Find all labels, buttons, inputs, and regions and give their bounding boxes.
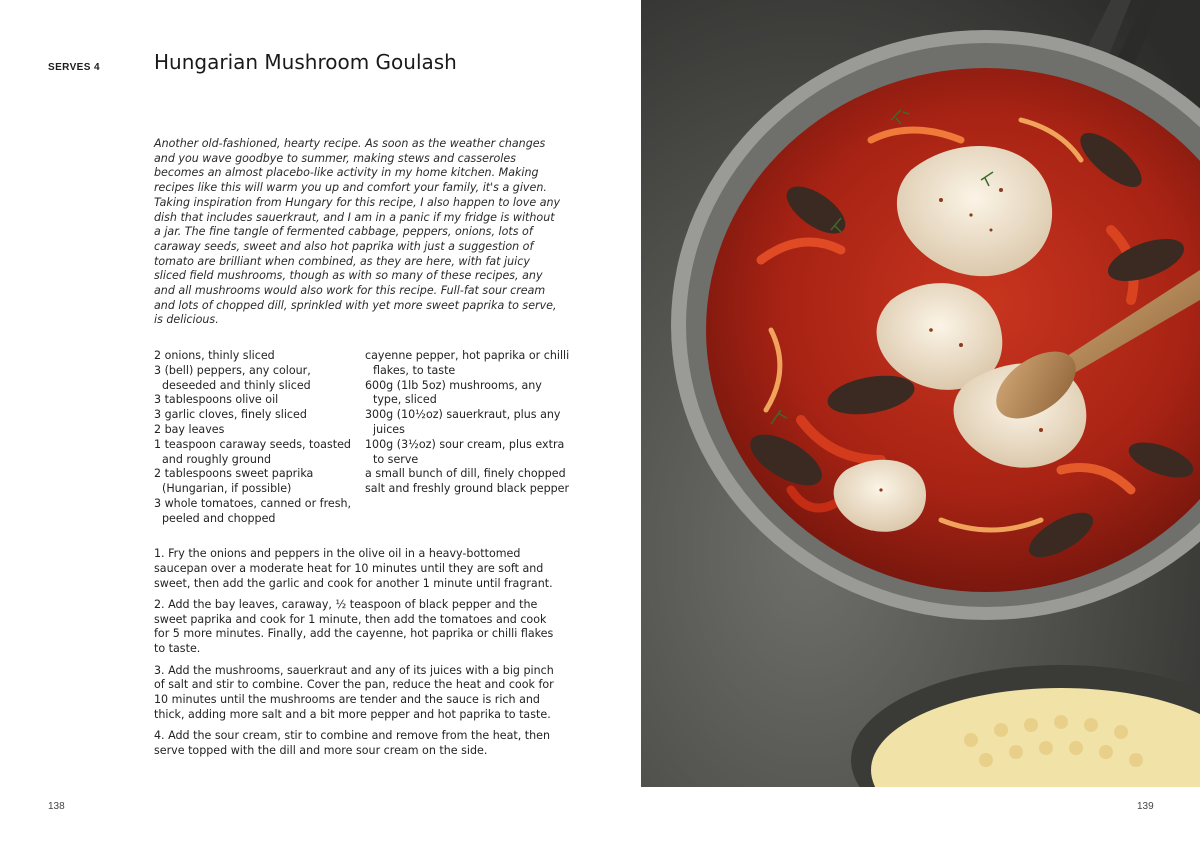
ingredient-item: 2 bay leaves bbox=[154, 422, 225, 436]
serves-label: SERVES 4 bbox=[48, 62, 100, 73]
ingredient-item: 2 tablespoons sweet paprika (Hungarian, if possible) bbox=[154, 467, 314, 496]
ingredients-column-2 bbox=[365, 349, 570, 497]
method-steps bbox=[154, 547, 564, 765]
ingredient-item: 100g (3½oz) sour cream, plus extra to serve bbox=[365, 437, 565, 466]
recipe-title: Hungarian Mushroom Goulash bbox=[154, 50, 457, 74]
ingredient-item: a small bunch of dill, finely chopped bbox=[365, 467, 566, 481]
ingredient-item: 300g (10½oz) sauerkraut, plus any juices bbox=[365, 408, 561, 436]
method-step: 2. Add the bay leaves, caraway, ½ teaspoon of black pepper and the sweet paprika and cook for 1 minute, then add the tomatoes and cook for 5 more minutes. Finally, add the cayenne, hot paprika or chilli flakes to taste. bbox=[154, 597, 554, 656]
ingredient-item: 3 (bell) peppers, any colour, deseeded and thinly sliced bbox=[154, 363, 311, 392]
ingredients-column-1 bbox=[154, 349, 359, 527]
ingredient-item: 1 teaspoon caraway seeds, toasted and roughly ground bbox=[154, 437, 351, 466]
page-number-left: 138 bbox=[48, 801, 65, 812]
recipe-intro: Another old-fashioned, hearty recipe. As soon as the weather changes and you wave goodbye to summer, making stews and casseroles becomes an almost placebo-like activity in my home kitchen. Making recipes like this will warm you up and comfort your family, it's a given. Taking inspiration from Hungary for this recipe, I also happen to love any dish that includes sauerkraut, and I am in a panic if my fridge is without a jar. The fine tangle of fermented cabbage, peppers, onions, lots of caraway seeds, sweet and also hot paprika with just a suggestion of tomato are brilliant when combined, as they are here, with fat juicy sliced field mushrooms, though as with so many of these recipes, any and all mushrooms would also work for this recipe. Full-fat sour cream and lots of chopped dill, sprinkled with yet more sweet paprika to serve, is delicious. bbox=[154, 137, 561, 327]
ingredient-item: 2 onions, thinly sliced bbox=[154, 349, 275, 362]
ingredient-item: salt and freshly ground black pepper bbox=[365, 482, 570, 496]
method-step: 1. Fry the onions and peppers in the olive oil in a heavy-bottomed saucepan over a moderate heat for 10 minutes until they are soft and sweet, then add the garlic and cook for another 1 minute until fragrant. bbox=[154, 547, 553, 590]
ingredient-item: 3 tablespoons olive oil bbox=[154, 393, 279, 407]
page-number-right: 139 bbox=[1137, 801, 1154, 812]
ingredient-item: 600g (1lb 5oz) mushrooms, any type, sliced bbox=[365, 378, 542, 407]
method-step: 4. Add the sour cream, stir to combine and remove from the heat, then serve topped with the dill and more sour cream on the side. bbox=[154, 729, 551, 758]
ingredient-item: 3 garlic cloves, finely sliced bbox=[154, 408, 307, 422]
method-step: 3. Add the mushrooms, sauerkraut and any of its juices with a big pinch of salt and stir to combine. Cover the pan, reduce the heat and cook for 10 minutes until the mushrooms are tender and the sauce is rich and thick, adding more salt and a bit more pepper and hot paprika to taste. bbox=[154, 663, 554, 721]
ingredient-item: cayenne pepper, hot paprika or chilli flakes, to taste bbox=[365, 349, 570, 377]
recipe-photo bbox=[641, 0, 1200, 787]
goulash-pan-illustration bbox=[641, 0, 1200, 787]
ingredient-item: 3 whole tomatoes, canned or fresh, peeled and chopped bbox=[154, 496, 352, 525]
